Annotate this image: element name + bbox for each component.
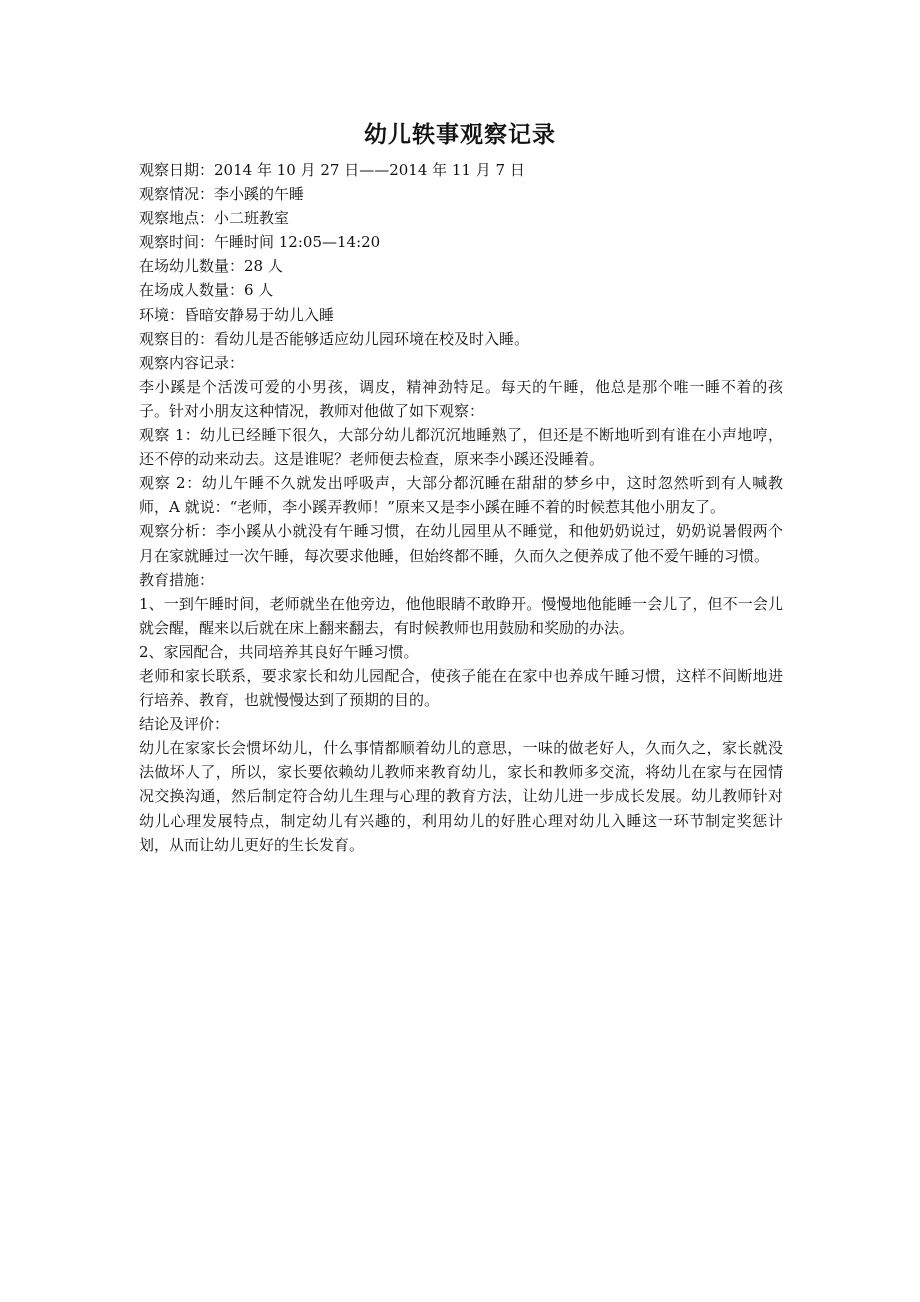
document-body [139, 158, 783, 857]
measure-2-line: 2、家园配合，共同培养其良好午睡习惯。 [139, 642, 419, 661]
analysis-paragraph: 观察分析：李小蹊从小就没有午睡习惯，在幼儿园里从不睡觉，和他奶奶说过，奶奶说暑假两个月在家就睡过一次午睡，每次要求他睡，但始终都不睡，久而久之便养成了他不爱午睡的习惯。 [139, 522, 783, 565]
record-intro-paragraph: 李小蹊是个活泼可爱的小男孩，调皮，精神劲特足。每天的午睡，他总是那个唯一睡不着的孩子。针对小朋友这种情况，教师对他做了如下观察： [139, 377, 783, 420]
record-heading: 观察内容记录： [139, 353, 245, 372]
children-count: 在场幼儿数量：28 人 [139, 257, 283, 276]
observation-location: 观察地点：小二班教室 [139, 209, 290, 228]
measures-heading: 教育措施： [139, 570, 215, 589]
conclusion-paragraph: 幼儿在家家长会惯坏幼儿，什么事情都顺着幼儿的意思，一味的做老好人，久而久之，家长就没法做坏人了，所以，家长要依赖幼儿教师来教育幼儿，家长和教师多交流，将幼儿在家与在园情况交换沟通，然后制定符合幼儿生理与心理的教育方法，让幼儿进一步成长发展。幼儿教师针对幼儿心理发展特点，制定幼儿有兴趣的，利用幼儿的好胜心理对幼儿入睡这一环节制定奖惩计划，从而让幼儿更好的生长发育。 [139, 739, 783, 854]
observation-1-paragraph: 观察 1：幼儿已经睡下很久，大部分幼儿都沉沉地睡熟了，但还是不断地听到有谁在小声地哼，还不停的动来动去。这是谁呢？老师便去检查，原来李小蹊还没睡着。 [139, 426, 783, 469]
measure-2-detail-paragraph: 老师和家长联系，要求家长和幼儿园配合，使孩子能在在家中也养成午睡习惯，这样不间断地进行培养、教育，也就慢慢达到了预期的目的。 [139, 666, 783, 710]
conclusion-heading: 结论及评价： [139, 715, 230, 734]
measure-1-paragraph: 1、一到午睡时间，老师就坐在他旁边，他他眼睛不敢睁开。慢慢地他能睡一会儿了，但不一会儿就会醒，醒来以后就在床上翻来翻去，有时候教师也用鼓励和奖励的办法。 [139, 594, 783, 637]
observation-situation: 观察情况：李小蹊的午睡 [139, 185, 305, 204]
observation-purpose: 观察目的：看幼儿是否能够适应幼儿园环境在校及时入睡。 [139, 329, 530, 348]
document-title: 幼儿轶事观察记录 [364, 121, 556, 148]
adults-count: 在场成人数量：6 人 [139, 281, 274, 300]
observation-2-paragraph: 观察 2：幼儿午睡不久就发出呼吸声，大部分都沉睡在甜甜的梦乡中，这时忽然听到有人喊教师，A 就说：“老师，李小蹊弄教师！”原来又是李小蹊在睡不着的时候惹其他小朋友了。 [139, 474, 783, 517]
observation-time: 观察时间：午睡时间 12:05—14:20 [139, 233, 381, 252]
observation-date: 观察日期：2014 年 10 月 27 日——2014 年 11 月 7 日 [139, 161, 525, 179]
environment: 环境：昏暗安静易于幼儿入睡 [139, 305, 335, 324]
